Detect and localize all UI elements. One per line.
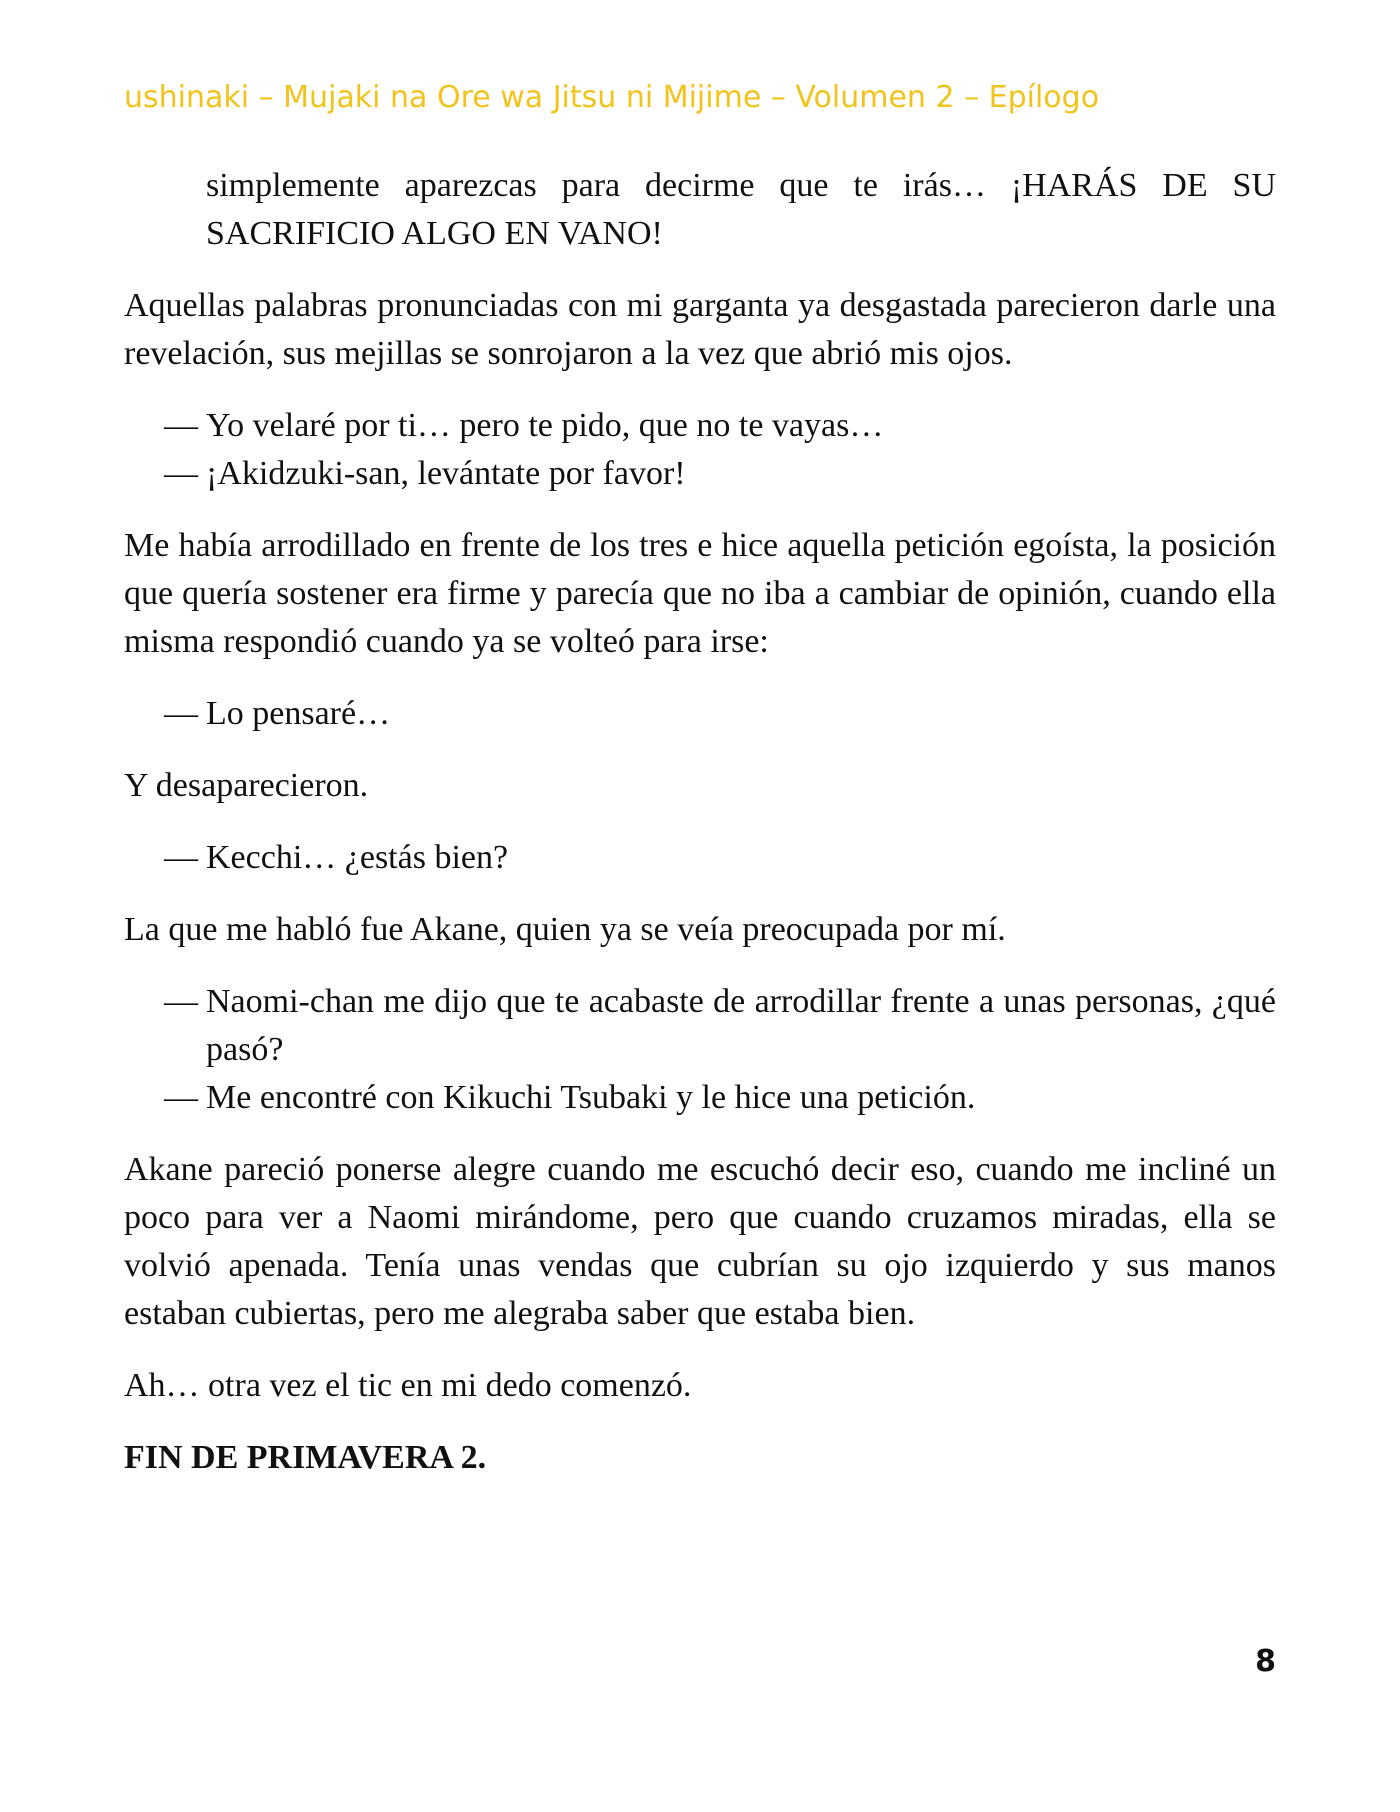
dialogue-text: Lo pensaré…: [206, 695, 391, 732]
running-header: ushinaki – Mujaki na Ore wa Jitsu ni Mijime – Volumen 2 – Epílogo: [124, 80, 1100, 115]
em-dash: —: [164, 695, 198, 732]
dialogue-line: [124, 690, 1276, 738]
dialogue-line: [124, 1074, 1276, 1122]
em-dash: —: [164, 983, 198, 1020]
em-dash: —: [164, 1079, 198, 1116]
dialogue-line: [124, 978, 1276, 1074]
page-body: [124, 162, 1276, 1506]
dialogue-group: [124, 978, 1276, 1122]
dialogue-text: Naomi-chan me dijo que te acabaste de arrodillar frente a unas personas, ¿qué pasó?: [206, 983, 1276, 1068]
dialogue-group: [124, 402, 1276, 498]
dialogue-line: [124, 402, 1276, 450]
dialogue-text: Yo velaré por ti… pero te pido, que no te vayas…: [206, 407, 884, 444]
em-dash: —: [164, 455, 198, 492]
dialogue-line: [124, 834, 1276, 882]
narration-paragraph: Me había arrodillado en frente de los tres e hice aquella petición egoísta, la posición que quería sostener era firme y parecía que no iba a cambiar de opinión, cuando ella misma respondió cuando ya se volteó para irse:: [124, 527, 1276, 660]
narration-paragraph: Y desaparecieron.: [124, 767, 369, 804]
dialogue-group: [124, 690, 1276, 738]
chapter-ending: FIN DE PRIMAVERA 2.: [124, 1439, 487, 1476]
dialogue-group: [124, 834, 1276, 882]
narration-paragraph: Aquellas palabras pronunciadas con mi garganta ya desgastada parecieron darle una revelación, sus mejillas se sonrojaron a la vez que abrió mis ojos.: [124, 287, 1276, 372]
narration-paragraph: Akane pareció ponerse alegre cuando me escuchó decir eso, cuando me incliné un poco para ver a Naomi mirándome, pero que cuando cruzamos miradas, ella se volvió apenada. Tenía unas vendas que cubrían su ojo izquierdo y sus manos estaban cubiertas, pero me alegraba saber que estaba bien.: [124, 1151, 1276, 1332]
narration-paragraph: La que me habló fue Akane, quien ya se veía preocupada por mí.: [124, 911, 1006, 948]
narration-paragraph: Ah… otra vez el tic en mi dedo comenzó.: [124, 1367, 692, 1404]
dialogue-text: Me encontré con Kikuchi Tsubaki y le hice una petición.: [206, 1079, 976, 1116]
continued-dialogue-paragraph: simplemente aparezcas para decirme que te irás… ¡HARÁS DE SU SACRIFICIO ALGO EN VANO!: [206, 167, 1276, 252]
dialogue-text: ¡Akidzuki-san, levántate por favor!: [206, 455, 686, 492]
dialogue-line: [124, 450, 1276, 498]
em-dash: —: [164, 839, 198, 876]
page-number: 8: [1255, 1644, 1276, 1679]
em-dash: —: [164, 407, 198, 444]
dialogue-text: Kecchi… ¿estás bien?: [206, 839, 509, 876]
